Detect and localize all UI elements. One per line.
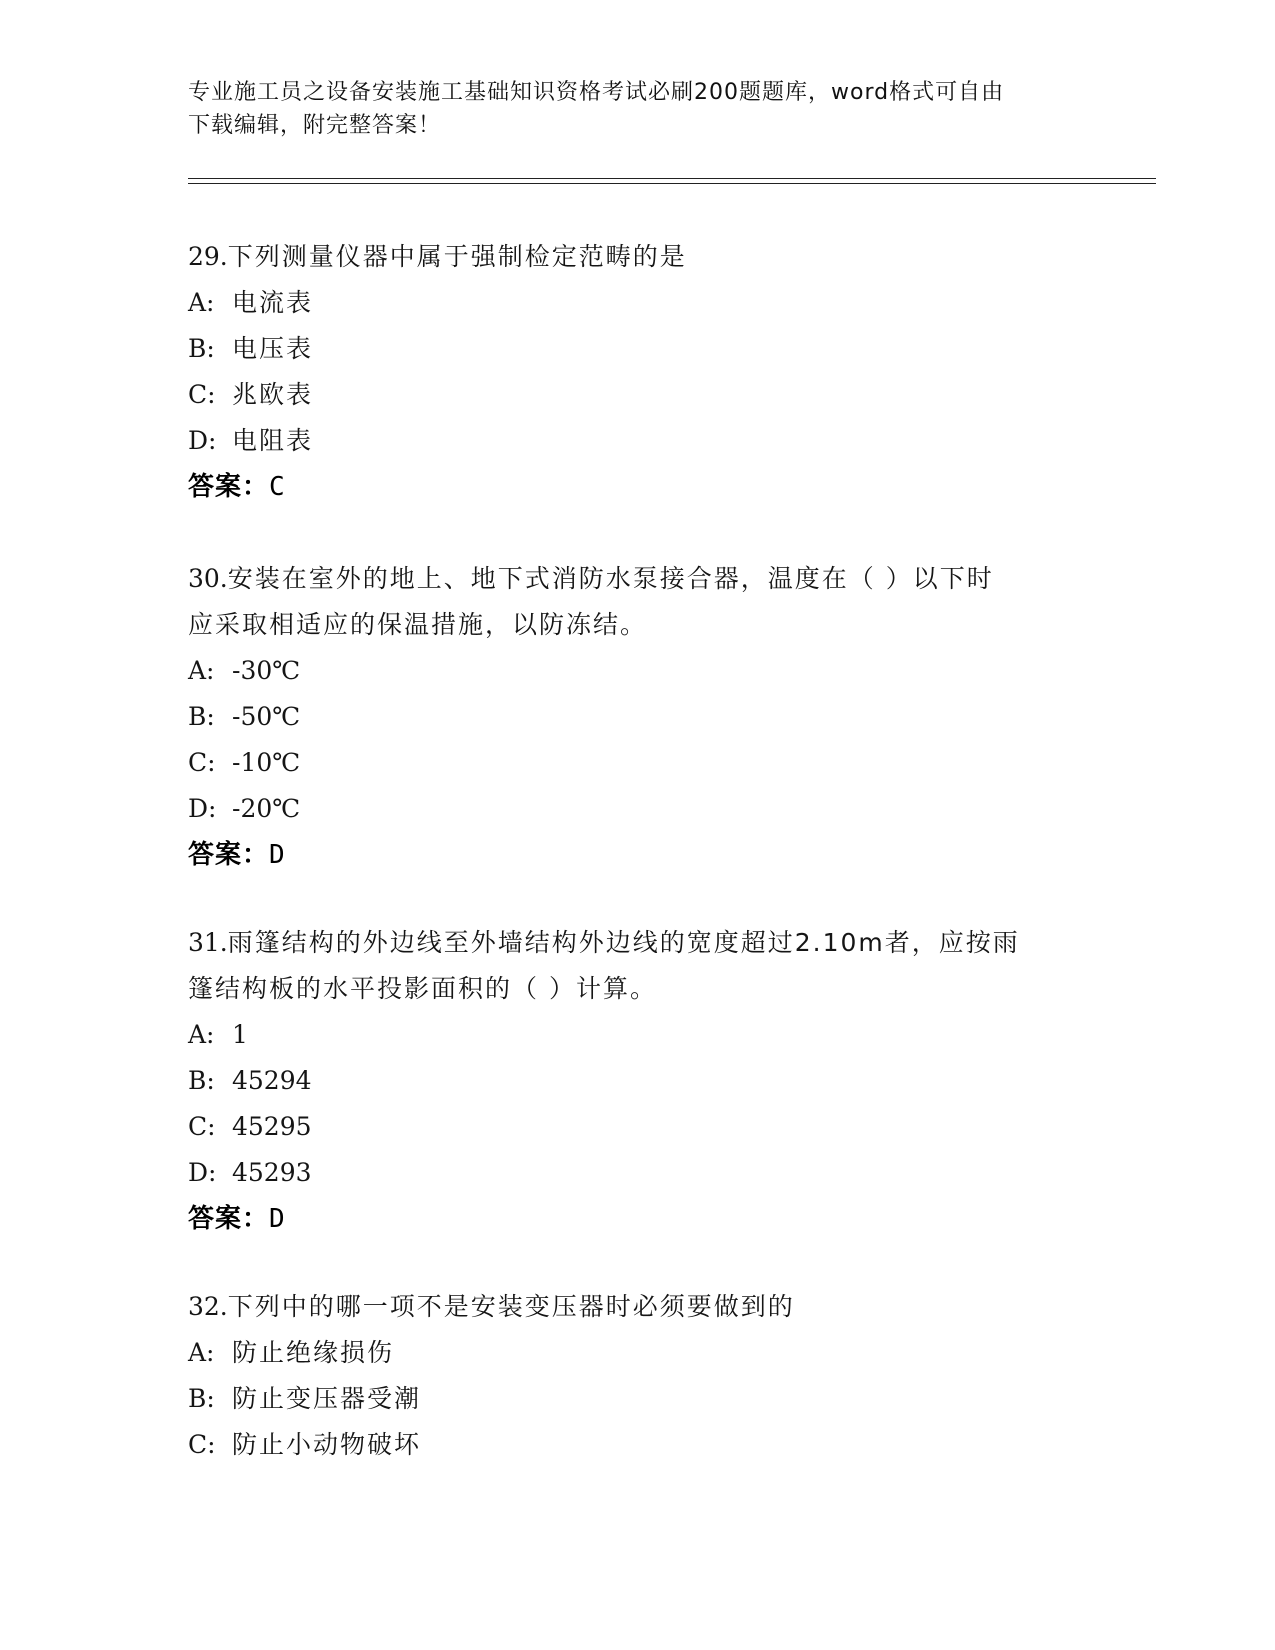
option-letter: D:	[188, 426, 217, 455]
option-letter: C:	[188, 748, 216, 777]
option-letter: C:	[188, 380, 216, 409]
option-text: -20℃	[232, 794, 301, 823]
question-text-line: 篷结构板的水平投影面积的（ ）计算。	[188, 974, 657, 1003]
question-text	[188, 234, 1088, 280]
question-number: 30.	[188, 564, 228, 593]
option-letter: D:	[188, 1158, 217, 1187]
answer-value: C	[269, 472, 286, 502]
option-letter: D:	[188, 794, 217, 823]
answer-value: D	[269, 1204, 286, 1234]
answer-line	[188, 1196, 1088, 1242]
answer-value: D	[269, 840, 286, 870]
option-text: 防止小动物破坏	[232, 1430, 422, 1459]
option-text: -10℃	[232, 748, 301, 777]
question-text-line: 下列测量仪器中属于强制检定范畴的是	[227, 242, 687, 271]
option-c	[188, 740, 1088, 786]
option-d	[188, 1150, 1088, 1196]
option-letter: B:	[188, 702, 215, 731]
question-31	[188, 920, 1088, 1242]
header-divider-bottom	[188, 183, 1156, 184]
option-text: 45295	[232, 1112, 312, 1141]
option-a	[188, 1012, 1088, 1058]
option-letter: A:	[188, 1338, 215, 1367]
question-text-line: 应采取相适应的保温措施，以防冻结。	[188, 610, 648, 639]
option-text: -30℃	[232, 656, 301, 685]
option-letter: A:	[188, 656, 215, 685]
answer-label: 答案：	[188, 840, 270, 870]
question-number: 29.	[188, 242, 228, 271]
header-divider-top	[188, 178, 1156, 179]
option-letter: A:	[188, 288, 215, 317]
option-letter: C:	[188, 1112, 216, 1141]
option-d	[188, 786, 1088, 832]
question-32	[188, 1284, 1088, 1468]
option-text: 电流表	[232, 288, 314, 317]
option-b	[188, 694, 1088, 740]
option-text: -50℃	[232, 702, 301, 731]
question-number: 31.	[188, 928, 228, 957]
question-text	[188, 1284, 1088, 1330]
option-text: 电阻表	[232, 426, 314, 455]
question-number: 32.	[188, 1292, 228, 1321]
question-text-line: 雨篷结构的外边线至外墙结构外边线的宽度超过2.10m者，应按雨	[227, 928, 1020, 957]
option-d	[188, 418, 1088, 464]
option-text: 45294	[232, 1066, 312, 1095]
option-b	[188, 1376, 1088, 1422]
option-c	[188, 1422, 1088, 1468]
document-header	[188, 76, 1078, 142]
option-text: 电压表	[232, 334, 314, 363]
option-b	[188, 326, 1088, 372]
option-letter: A:	[188, 1020, 215, 1049]
option-c	[188, 372, 1088, 418]
option-letter: B:	[188, 334, 215, 363]
answer-line	[188, 464, 1088, 510]
question-text	[188, 556, 1088, 648]
answer-label: 答案：	[188, 1204, 270, 1234]
option-letter: C:	[188, 1430, 216, 1459]
question-text-line: 安装在室外的地上、地下式消防水泵接合器，温度在（ ）以下时	[227, 564, 994, 593]
answer-label: 答案：	[188, 472, 270, 502]
option-text: 兆欧表	[232, 380, 314, 409]
option-b	[188, 1058, 1088, 1104]
option-c	[188, 1104, 1088, 1150]
answer-line	[188, 832, 1088, 878]
option-text: 45293	[232, 1158, 312, 1187]
question-text-line: 下列中的哪一项不是安装变压器时必须要做到的	[227, 1292, 795, 1321]
question-text	[188, 920, 1088, 1012]
option-a	[188, 280, 1088, 326]
option-text: 防止变压器受潮	[232, 1384, 422, 1413]
option-letter: B:	[188, 1384, 215, 1413]
header-line-1: 专业施工员之设备安装施工基础知识资格考试必刷200题题库，word格式可自由	[188, 80, 1005, 105]
question-29	[188, 234, 1088, 510]
header-line-2: 下载编辑，附完整答案！	[188, 113, 442, 138]
question-30	[188, 556, 1088, 878]
option-a	[188, 648, 1088, 694]
option-a	[188, 1330, 1088, 1376]
option-text: 防止绝缘损伤	[232, 1338, 395, 1367]
option-letter: B:	[188, 1066, 215, 1095]
option-text: 1	[232, 1020, 248, 1049]
